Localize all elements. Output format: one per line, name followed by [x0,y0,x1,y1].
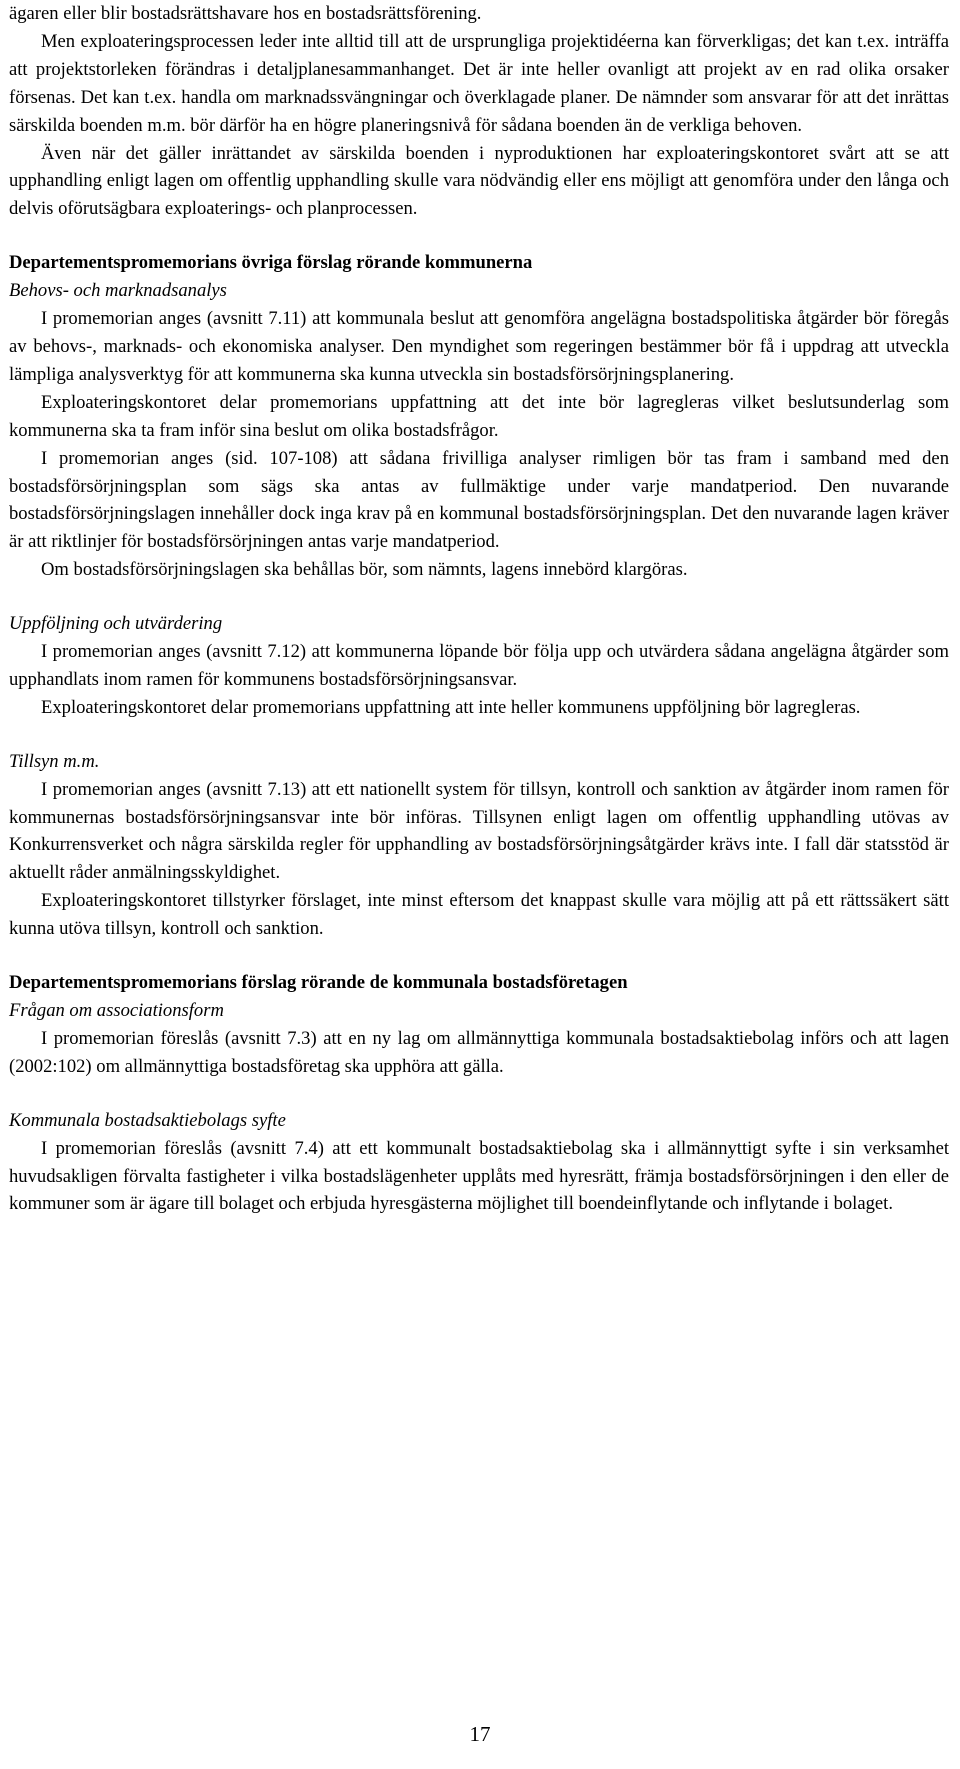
paragraph: Även när det gäller inrättandet av särskilda boenden i nyproduktionen har exploateringskontoret svårt att se att upphandling enligt lagen om offentlig upphandling skulle vara nödvändig eller ens möjligt att genomföra under den långa och delvis oförutsägbara exploaterings- och planprocessen. [9,142,949,220]
paragraph: Exploateringskontoret delar promemorians uppfattning att inte heller kommunens uppföljning bör lagregleras. [41,696,861,718]
subsection-heading: Tillsyn m.m. [9,750,100,772]
subsection-heading: Kommunala bostadsaktiebolags syfte [9,1109,286,1131]
section-heading: Departementspromemorians övriga förslag rörande kommunerna [9,252,533,274]
paragraph: Exploateringskontoret delar promemorians uppfattning att det inte bör lagregleras vilket beslutsunderlag som kommunerna ska ta fram inför sina beslut om olika bostadsfrågor. [9,391,949,441]
document-page [9,0,949,1218]
subsection-heading: Uppföljning och utvärdering [9,613,223,635]
paragraph-continuation: ägaren eller blir bostadsrättshavare hos en bostadsrättsförening. [9,3,482,24]
section-heading: Departementspromemorians förslag rörande de kommunala bostadsföretagen [9,972,628,994]
paragraph: I promemorian anges (sid. 107-108) att sådana frivilliga analyser rimligen bör tas fram i samband med den bostadsförsörjningsplan som sägs ska antas av fullmäktige under varje mandatperiod. Den nuvarande bostadsförsörjningslagen innehåller dock inga krav på en kommunal bostadsförsörjningsplan. Det den nuvarande lagen kräver är att riktlinjer för bostadsförsörjningen antas varje mandatperiod. [9,447,949,553]
paragraph: I promemorian föreslås (avsnitt 7.4) att ett kommunalt bostadsaktiebolag ska i allmännyttigt syfte i sin verksamhet huvudsakligen förvalta fastigheter i vilka bostadslägenheter upplåts med hyresrätt, främja bostadsförsörjningen i den eller de kommuner som är ägare till bolaget och erbjuda hyresgästerna möjlighet till boendeinflytande och inflytande i bolaget. [9,1137,949,1215]
paragraph: Exploateringskontoret tillstyrker förslaget, inte minst eftersom det knappast skulle vara möjlig att på ett rättssäkert sätt kunna utöva tillsyn, kontroll och sanktion. [9,890,949,940]
paragraph: I promemorian anges (avsnitt 7.13) att ett nationellt system för tillsyn, kontroll och sanktion av åtgärder inom ramen för kommunernas bostadsförsörjningsansvar inte bör införas. Tillsynen enligt lagen om offentlig upphandling utövas av Konkurrensverket och några särskilda regler för upphandling av bostadsförsörjningsåtgärder krävs inte. I fall där statsstöd är aktuellt råder anmälningsskyldighet. [9,778,949,884]
page-number: 17 [469,1722,491,1746]
paragraph: I promemorian anges (avsnitt 7.12) att kommunerna löpande bör följa upp och utvärdera sådana angelägna åtgärder som upphandlats inom ramen för kommunens bostadsförsörjningsansvar. [9,641,949,690]
paragraph: Men exploateringsprocessen leder inte alltid till att de ursprungliga projektidéerna kan förverkligas; det kan t.ex. inträffa att projektstorleken förändras i detaljplanesammanhanget. Det är inte heller ovanligt att projekt av en rad olika orsaker försenas. Det kan t.ex. handla om marknadssvängningar och överklagade planer. De nämnder som ansvarar för att det inrättas särskilda boenden m.m. bör därför ha en högre planeringsnivå för sådana boenden än de verkliga behoven. [9,30,949,136]
paragraph: I promemorian föreslås (avsnitt 7.3) att en ny lag om allmännyttiga kommunala bostadsaktiebolag införs och att lagen (2002:102) om allmännyttiga bostadsföretag ska upphöra att gälla. [9,1027,949,1077]
subsection-heading: Behovs- och marknadsanalys [9,280,227,302]
paragraph: Om bostadsförsörjningslagen ska behållas bör, som nämnts, lagens innebörd klargöras. [41,559,688,581]
subsection-heading: Frågan om associationsform [9,1000,224,1021]
paragraph: I promemorian anges (avsnitt 7.11) att kommunala beslut att genomföra angelägna bostadspolitiska åtgärder bör föregås av behovs-, marknads- och ekonomiska analyser. Den myndighet som regeringen bestämmer bör få i uppdrag att utveckla lämpliga analysverktyg för att kommunerna ska kunna utveckla sin bostadsförsörjningsplanering. [9,308,949,385]
